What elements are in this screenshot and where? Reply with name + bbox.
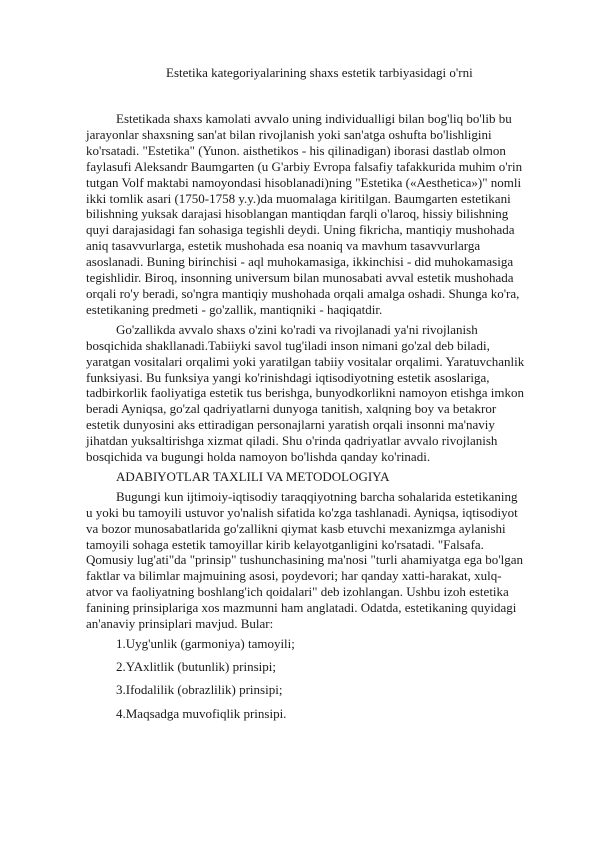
document-body	[86, 111, 526, 729]
list-item-4: 4.Maqsadga muvofiqlik prinsipi.	[116, 705, 287, 721]
paragraph-3: Bugungi kun ijtimoiy-iqtisodiy taraqqiyotning barcha sohalarida estetikaning u yoki bu tamoyili ustuvor yo'nalish sifatida ko'zga tashlanadi. Ayniqsa, iqtisodiyot va bozor munosabatlarida go'zallikni qiymat kasb etuvchi mexanizmga aylanishi tamoyili sohaga estetik tamoyillar kirib kelayotganligini ko'rsatadi. "Falsafa. Qomusiy lug'ati"da "prinsip" tushunchasining ma'nosi "turli ahamiyatga ega bo'lgan faktlar va bilimlar majmuining asosi, poydevori; har qanday xatti-harakat, xulq-atvor va faoliyatning boshlang'ich qoidalari" deb izohlangan. Ushbu izoh estetika fanining prinsiplariga xos mazmunni ham anglatadi. Odatda, estetikaning quyidagi an'anaviy prinsiplari mavjud. Bular:	[86, 488, 523, 632]
list-item-2: 2.YAxlitlik (butunlik) prinsipi;	[116, 659, 276, 675]
list-item-3: 3.Ifodalilik (obrazlilik) prinsipi;	[116, 682, 283, 698]
paragraph-2: Go'zallikda avvalo shaxs o'zini ko'radi va rivojlanadi ya'ni rivojlanish bosqichida shakllanadi.Tabiiyki savol tug'iladi inson nimani go'zal deb biladi, yaratgan vositalari orqalimi yoki yaratilgan tabiiy vositalar orqalimi. Yaratuvchanlik funksiyasi. Bu funksiya yangi ko'rinishdagi iqtisodiyotning estetik asoslariga, tadbirkorlik faoliyatiga estetik tus berishga, bunyodkorlikni namoyon etishga imkon beradi Ayniqsa, go'zal qadriyatlarni dunyoga tanitish, xalqning boy va betakror estetik dunyosini aks ettiradigan personajlarni yaratish orqali insonni ma'naviy jihatdan yuksaltirishga xizmat qiladi. Shu o'rinda qadriyatlar avvalo rivojlanish bosqichida va bugungi holda namoyon bo'lishda qanday ko'rinadi.	[86, 321, 525, 465]
paragraph-1: Estetikada shaxs kamolati avvalo uning individualligi bilan bog'liq bo'lib bu jarayonlar shaxsning san'at bilan rivojlanish yoki san'atga oshufta bo'lishligini ko'rsatadi. "Estetika" (Yunon. aisthetikos - his qilinadigan) iborasi dastlab olmon faylasufi Aleksandr Baumgarten (u G'arbiy Evropa falsafiy tafakkurida muhim o'rin tutgan Volf maktabi namoyondasi hisoblanadi)ning "Estetika («Aesthetica»)" nomli ikki tomlik asari (1750-1758 y.y.)da muomalaga kiritilgan. Baumgarten estetikani bilishning yuksak darajasi hisoblangan mantiqdan farqli o'laroq, hissiy bilishning quyi darajasidagi fan sohasiga tegishli deydi. Uning fikricha, mantiqiy mushohada aniq tasavvurlarga, estetik mushohada esa noaniq va mavhum tasavvurlarga asoslanadi. Buning birinchisi - aql muhokamasiga, ikkinchisi - did muhokamasiga tegishlidir. Biroq, insonning universum bilan munosabati avval estetik mushohada orqali ro'y beradi, so'ngra mantiqiy mushohada orqali amalga oshadi. Shunga ko'ra, estetikaning predmeti - go'zallik, mantiqniki - haqiqatdir.	[86, 111, 523, 317]
section-heading: ADABIYOTLAR TAXLILI VA METODOLOGIYA	[116, 468, 390, 484]
list-item-1: 1.Uyg'unlik (garmoniya) tamoyili;	[116, 636, 295, 651]
document-title: Estetika kategoriyalarining shaxs estetik tarbiyasidagi o'rni	[166, 65, 473, 80]
